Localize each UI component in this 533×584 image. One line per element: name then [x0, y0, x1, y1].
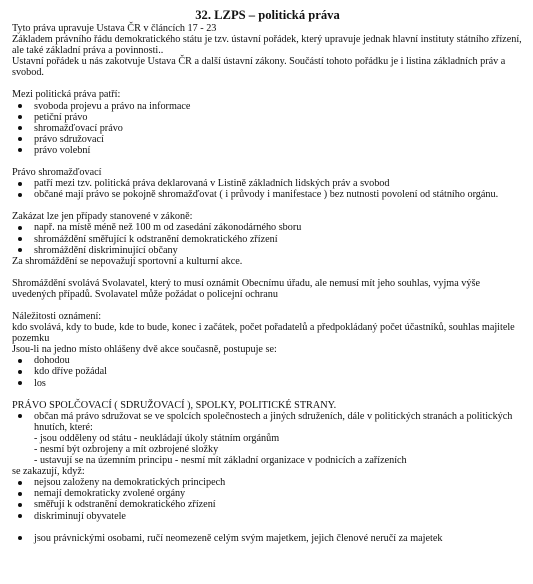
list-item: např. na místě méně než 100 m od zasedání zákonodárného sboru: [12, 222, 523, 233]
list-item: dohodou: [12, 355, 523, 366]
assembly-list: [12, 178, 523, 200]
list-item: shromáždění směřující k odstranění demokratického zřízení: [12, 234, 523, 245]
ban-list: [12, 477, 523, 521]
political-rights-heading: Mezi politická práva patří:: [12, 89, 121, 101]
prohibition-heading: Zakázat lze jen případy stanovené v zákoně:: [12, 211, 193, 223]
list-item: právo sdružovací: [12, 134, 523, 145]
intro-line: Tyto práva upravuje Ustava ČR v článcích 17 - 23: [12, 23, 217, 34]
association-sub-line: - ustavují se na územním principu - nesmí mít základní organizace v podnicích a zařízeních: [34, 455, 407, 467]
intro-line: Základem právního řádu demokratického státu je tzv. ústavní pořádek, který upravuje jednak hlavní instituty státního zřízení, ale také základní práva a povinnosti..: [12, 34, 522, 57]
intro-line: Ustavní pořádek u nás zakotvuje Ustava ČR a další ústavní zákony. Součástí tohoto pořádku je i listina základních práv a svobod.: [12, 56, 506, 79]
prohibition-list: [12, 222, 523, 255]
association-heading: PRÁVO SPOLČOVACÍ ( SDRUŽOVACÍ ), SPOLKY, POLITICKÉ STRANY.: [12, 399, 337, 411]
legal-person-list: [12, 533, 523, 544]
association-sub-line: - nesmí být ozbrojeny a mít ozbrojené složky: [34, 444, 219, 455]
list-item: patří mezi tzv. politická práva deklarovaná v Listině základních lidských práv a svobod: [12, 178, 523, 189]
list-item: shromáždění diskriminující občany: [12, 245, 523, 256]
convener-paragraph: Shromáždění svolává Svolavatel, který to musí oznámit Obecnímu úřadu, ale nemusí mít jeho souhlas, vyjma výše uvedených případů. Svolavatel může požádat o policejní ochranu: [12, 277, 480, 300]
political-rights-list: [12, 101, 523, 156]
list-item: právo volební: [12, 145, 523, 156]
notification-heading: Náležitosti oznámení:: [12, 310, 102, 322]
list-item: shromažďovací právo: [12, 123, 523, 134]
list-item: občan má právo sdružovat se ve spolcích společnostech a jiných sdruženích, dále v politických stranách a politických hnutích, které:: [12, 411, 523, 433]
list-item: jsou právnickými osobami, ručí neomezeně celým svým majetkem, jejich členové neručí za majetek: [12, 533, 523, 544]
assembly-heading: Právo shromažďovací: [12, 167, 102, 179]
list-item: diskriminují obyvatele: [12, 511, 523, 522]
ban-heading: se zakazují, když:: [12, 466, 85, 478]
list-item: nemají demokraticky zvolené orgány: [12, 488, 523, 499]
notification-text: kdo svolává, kdy to bude, kde to bude, konec i začátek, počet pořadatelů a předpokládaný počet účastníků, souhlas majitele pozemku: [12, 322, 515, 345]
list-item: občané mají právo se pokojně shromažďovat ( i průvody i manifestace ) bez nutnosti povolení od státního orgánu.: [12, 189, 523, 200]
list-item: svoboda projevu a právo na informace: [12, 101, 523, 112]
multi-event-heading: Jsou-li na jedno místo ohlášeny dvě akce současně, postupuje se:: [12, 344, 277, 356]
list-item: petiční právo: [12, 112, 523, 123]
document-title: 32. LZPS – politická práva: [195, 8, 340, 22]
prohibition-note: Za shromáždění se nepovažují sportovní a kulturní akce.: [12, 255, 243, 267]
association-list: [12, 411, 523, 433]
list-item: nejsou založeny na demokratických principech: [12, 477, 523, 488]
association-sub-line: - jsou odděleny od státu - neukládají úkoly státním orgánům: [34, 432, 280, 444]
list-item: kdo dříve požádal: [12, 366, 523, 377]
list-item: los: [12, 378, 523, 389]
multi-event-list: [12, 355, 523, 388]
list-item: směřují k odstranění demokratického zřízení: [12, 499, 523, 510]
